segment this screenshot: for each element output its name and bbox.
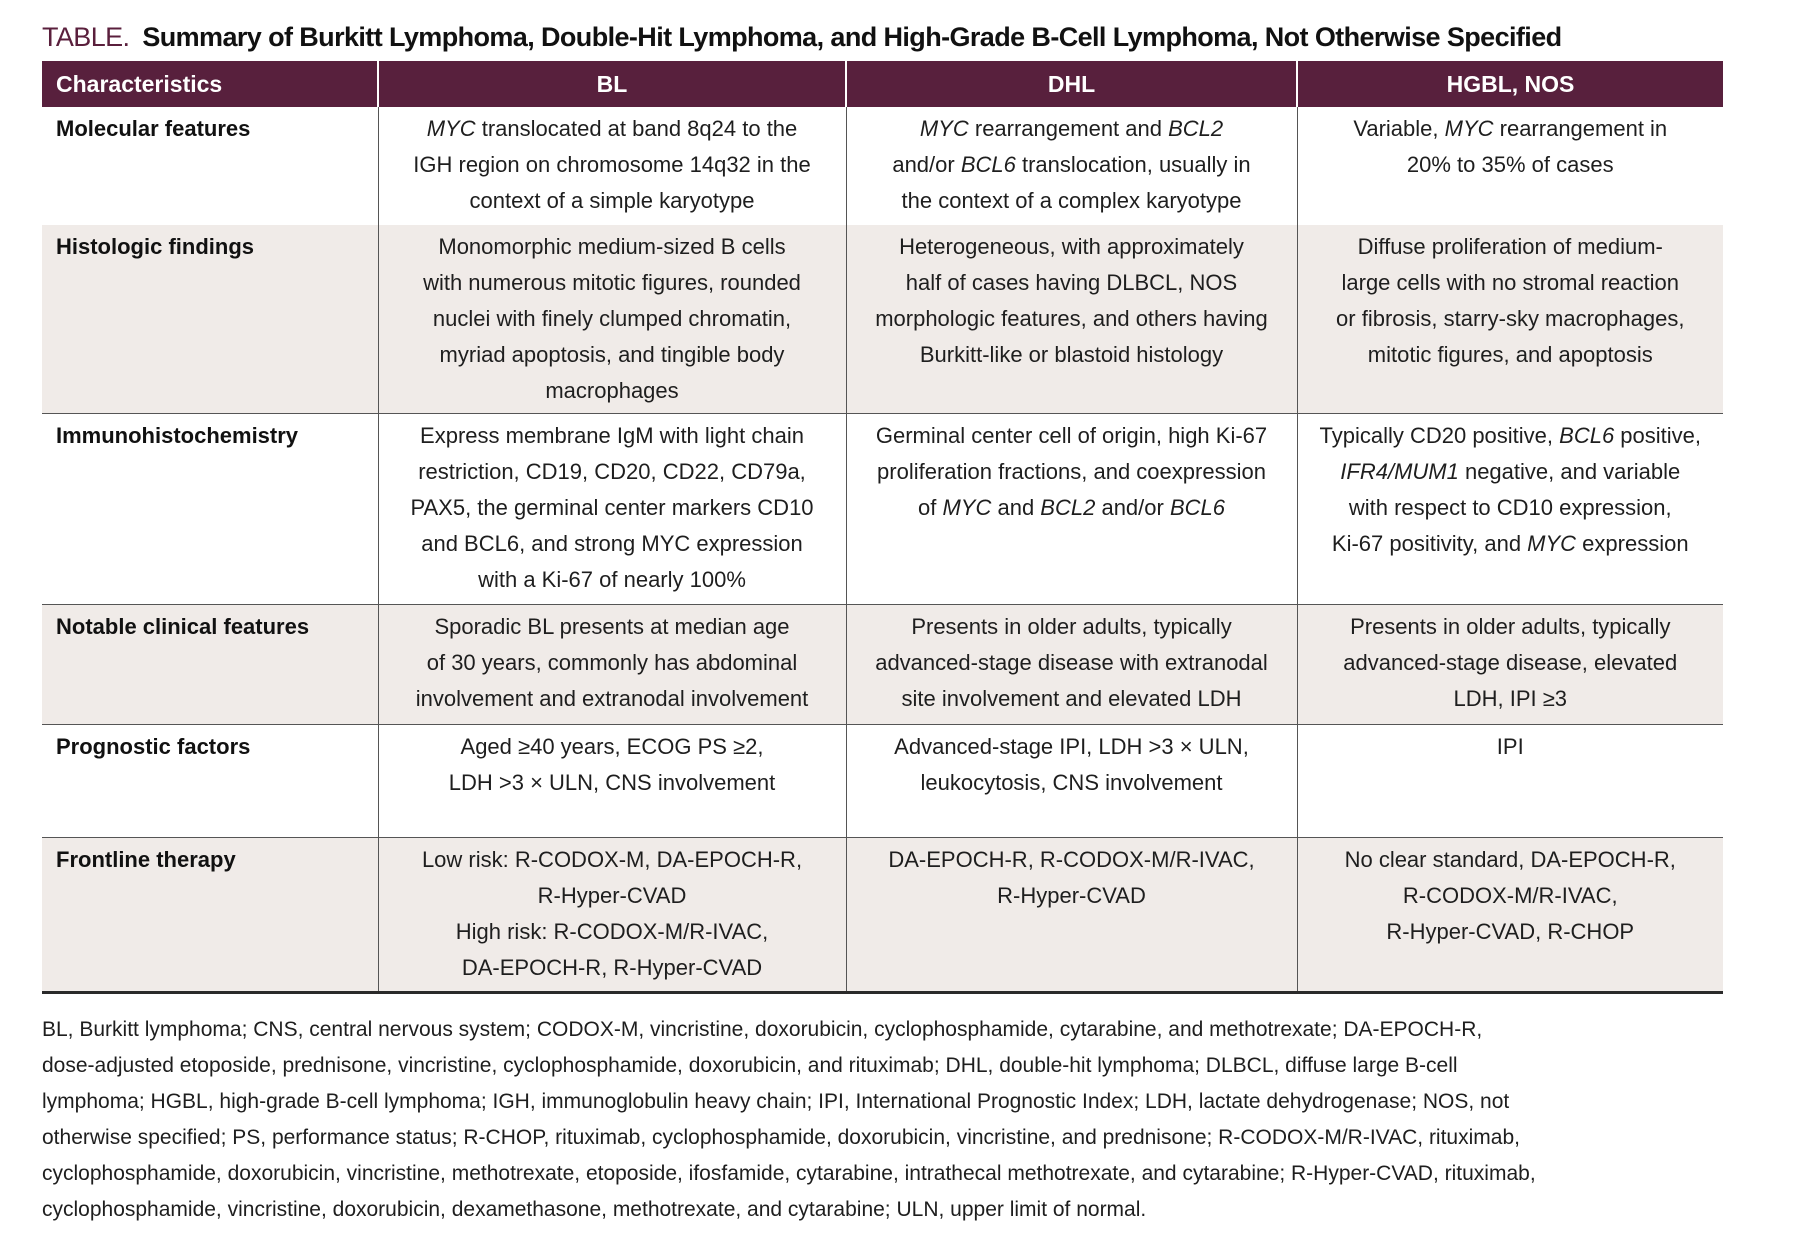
cell-line: with numerous mitotic figures, rounded: [423, 270, 801, 295]
cell-hgbl-histologic-findings: [1297, 225, 1723, 414]
row-label-notable-clinical-features: Notable clinical features: [42, 605, 378, 725]
header-dhl: DHL: [846, 61, 1297, 107]
cell-line: site involvement and elevated LDH: [901, 686, 1242, 711]
cell-line: leukocytosis, CNS involvement: [920, 770, 1223, 795]
cell-hgbl-prognostic-factors: [1297, 725, 1723, 838]
footnote-line: BL, Burkitt lymphoma; CNS, central nervous system; CODOX-M, vincristine, doxorubicin, cyclophosphamide, cytarabine, and methotrexate; DA-EPOCH-R,: [42, 1018, 1483, 1041]
cell-line: Heterogeneous, with approximately: [899, 234, 1244, 259]
cell-dhl-immunohistochemistry: [846, 414, 1297, 605]
footnote-line: lymphoma; HGBL, high-grade B-cell lymphoma; IGH, immunoglobulin heavy chain; IPI, International Prognostic Index; LDH, lactate dehydrogenase; NOS, not: [42, 1090, 1510, 1113]
cell-hgbl-molecular-features: [1297, 107, 1723, 225]
cell-dhl-notable-clinical-features: [846, 605, 1297, 725]
row-label-prognostic-factors: Prognostic factors: [42, 725, 378, 838]
table-row: [42, 225, 1723, 414]
cell-line: R-CODOX-M/R-IVAC,: [1402, 883, 1618, 908]
cell-bl-notable-clinical-features: [378, 605, 846, 725]
cell-line: involvement and extranodal involvement: [415, 686, 809, 711]
cell-line: LDH >3 × ULN, CNS involvement: [448, 770, 776, 795]
cell-line: Low risk: R-CODOX-M, DA-EPOCH-R,: [421, 847, 803, 872]
cell-dhl-molecular-features: [846, 107, 1297, 225]
cell-line: Diffuse proliferation of medium-: [1357, 234, 1663, 259]
header-bl: BL: [378, 61, 846, 107]
cell-line: IFR4/MUM1 negative, and variable: [1340, 459, 1681, 484]
cell-line: myriad apoptosis, and tingible body: [439, 342, 785, 367]
cell-line: High risk: R-CODOX-M/R-IVAC,: [455, 919, 769, 944]
cell-dhl-frontline-therapy: [846, 838, 1297, 993]
table-row: [42, 838, 1723, 993]
cell-line: Express membrane IgM with light chain: [420, 423, 804, 448]
cell-line: advanced-stage disease, elevated: [1343, 650, 1678, 675]
cell-line: LDH, IPI ≥3: [1453, 686, 1568, 711]
cell-line: the context of a complex karyotype: [901, 188, 1242, 213]
cell-line: R-Hyper-CVAD: [537, 883, 687, 908]
footnote-line: dose-adjusted etoposide, prednisone, vincristine, cyclophosphamide, doxorubicin, and rituximab; DHL, double-hit lymphoma; DLBCL, diffuse large B-cell: [42, 1054, 1458, 1077]
footnote-line: otherwise specified; PS, performance status; R-CHOP, rituximab, cyclophosphamide, doxorubicin, vincristine, and prednisone; R-CODOX-M/R-IVAC, rituximab,: [42, 1126, 1520, 1149]
cell-line: of MYC and BCL2 and/or BCL6: [918, 495, 1225, 520]
cell-line: PAX5, the germinal center markers CD10: [410, 495, 814, 520]
table-header-row: [42, 61, 1723, 107]
cell-line: Variable, MYC rearrangement in: [1353, 116, 1668, 141]
cell-line: restriction, CD19, CD20, CD22, CD79a,: [418, 459, 806, 484]
cell-line: 20% to 35% of cases: [1406, 152, 1614, 177]
cell-line: Advanced-stage IPI, LDH >3 × ULN,: [894, 734, 1249, 759]
cell-bl-frontline-therapy: [378, 838, 846, 993]
cell-dhl-prognostic-factors: [846, 725, 1297, 838]
table-row: [42, 414, 1723, 605]
table-row: [42, 605, 1723, 725]
cell-line: Aged ≥40 years, ECOG PS ≥2,: [460, 734, 764, 759]
row-label-histologic-findings: Histologic findings: [42, 225, 378, 414]
cell-line: and/or BCL6 translocation, usually in: [892, 152, 1251, 177]
cell-line: morphologic features, and others having: [875, 306, 1268, 331]
cell-line: large cells with no stromal reaction: [1341, 270, 1679, 295]
cell-line: Ki-67 positivity, and MYC expression: [1331, 531, 1689, 556]
cell-line: Presents in older adults, typically: [911, 614, 1232, 639]
cell-bl-molecular-features: [378, 107, 846, 225]
cell-line: or fibrosis, starry-sky macrophages,: [1336, 306, 1685, 331]
cell-line: Typically CD20 positive, BCL6 positive,: [1319, 423, 1702, 448]
cell-line: R-Hyper-CVAD, R-CHOP: [1386, 919, 1635, 944]
cell-bl-prognostic-factors: [378, 725, 846, 838]
cell-line: of 30 years, commonly has abdominal: [426, 650, 798, 675]
cell-line: and BCL6, and strong MYC expression: [421, 531, 803, 556]
cell-line: DA-EPOCH-R, R-Hyper-CVAD: [461, 955, 763, 980]
row-label-immunohistochemistry: Immunohistochemistry: [42, 414, 378, 605]
footnote-line: cyclophosphamide, vincristine, doxorubicin, dexamethasone, methotrexate, and cytarabine; ULN, upper limit of normal.: [42, 1198, 1147, 1221]
cell-line: R-Hyper-CVAD: [997, 883, 1146, 908]
cell-hgbl-notable-clinical-features: [1297, 605, 1723, 725]
header-characteristics: Characteristics: [56, 70, 223, 97]
cell-line: with a Ki-67 of nearly 100%: [478, 567, 746, 592]
cell-line: half of cases having DLBCL, NOS: [905, 270, 1238, 295]
cell-line: macrophages: [545, 378, 679, 403]
summary-table: [42, 61, 1723, 994]
cell-hgbl-immunohistochemistry: [1297, 414, 1723, 605]
table-row: [42, 725, 1723, 838]
cell-line: nuclei with finely clumped chromatin,: [432, 306, 792, 331]
cell-line: DA-EPOCH-R, R-CODOX-M/R-IVAC,: [888, 847, 1255, 872]
cell-line: Sporadic BL presents at median age: [434, 614, 790, 639]
cell-line: MYC rearrangement and BCL2: [919, 116, 1224, 141]
cell-line: IGH region on chromosome 14q32 in the: [413, 152, 811, 177]
table-row: [42, 107, 1723, 225]
table-label: TABLE.: [42, 22, 130, 52]
cell-line: advanced-stage disease with extranodal: [875, 650, 1268, 675]
cell-line: Germinal center cell of origin, high Ki-67: [875, 423, 1268, 448]
cell-line: proliferation fractions, and coexpression: [877, 459, 1266, 484]
cell-bl-immunohistochemistry: [378, 414, 846, 605]
footnote-line: cyclophosphamide, doxorubicin, vincristine, methotrexate, etoposide, ifosfamide, cytarabine, intrathecal methotrexate, and cytarabine; R-Hyper-CVAD, rituximab,: [42, 1162, 1536, 1185]
cell-line: MYC translocated at band 8q24 to the: [426, 116, 798, 141]
cell-line: mitotic figures, and apoptosis: [1367, 342, 1653, 367]
cell-line: context of a simple karyotype: [469, 188, 755, 213]
cell-hgbl-frontline-therapy: [1297, 838, 1723, 993]
cell-dhl-histologic-findings: [846, 225, 1297, 414]
cell-line: No clear standard, DA-EPOCH-R,: [1344, 847, 1676, 872]
cell-line: Monomorphic medium-sized B cells: [438, 234, 786, 259]
cell-line: Burkitt-like or blastoid histology: [919, 342, 1224, 367]
cell-line: with respect to CD10 expression,: [1348, 495, 1672, 520]
cell-bl-histologic-findings: [378, 225, 846, 414]
table-footnote: [42, 1012, 1762, 1228]
cell-line: Presents in older adults, typically: [1350, 614, 1671, 639]
cell-line: IPI: [1496, 734, 1524, 759]
row-label-molecular-features: Molecular features: [56, 116, 251, 141]
table-title-text: Summary of Burkitt Lymphoma, Double-Hit Lymphoma, and High-Grade B-Cell Lymphoma, Not Otherwise Specified: [142, 22, 1562, 52]
header-hgbl-nos: HGBL, NOS: [1297, 61, 1723, 107]
row-label-frontline-therapy: Frontline therapy: [42, 838, 378, 993]
table-title: [42, 20, 1562, 54]
